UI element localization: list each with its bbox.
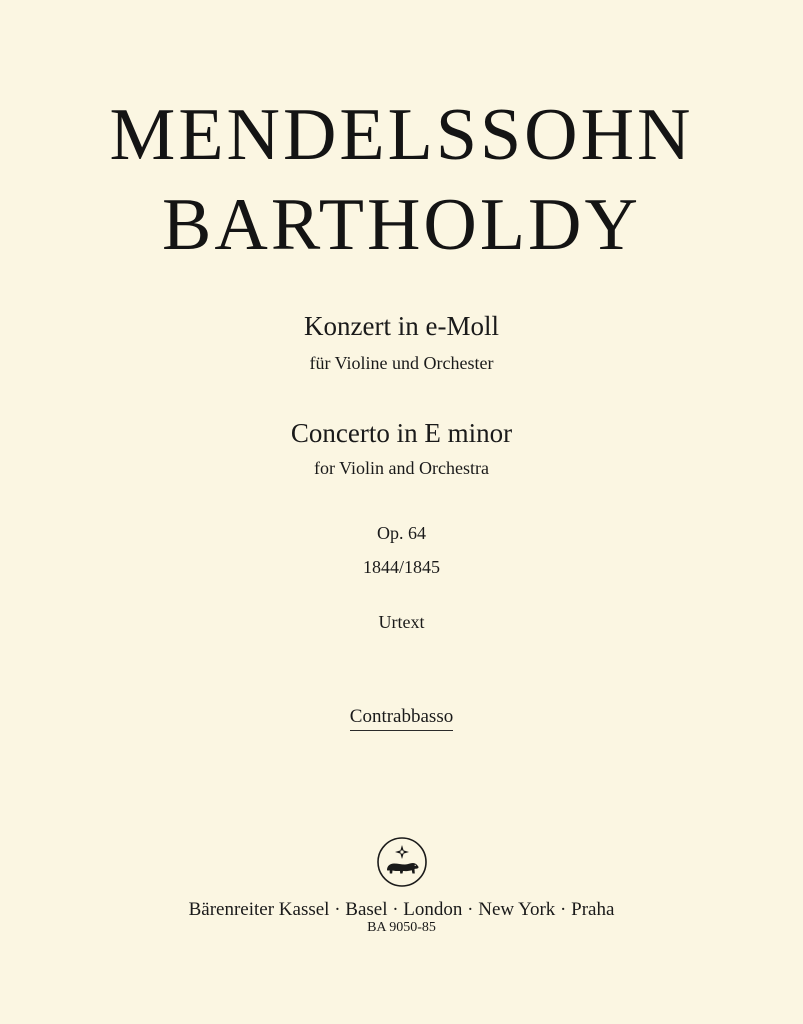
publisher-cities: Bärenreiter Kassel · Basel · London · New York · Praha bbox=[188, 899, 615, 920]
part-label-wrapper bbox=[0, 707, 803, 731]
work-subtitle-german: für Violine und Orchester bbox=[309, 353, 494, 373]
work-title-english: Concerto in E minor bbox=[290, 418, 513, 448]
part-name: Contrabbasso bbox=[350, 707, 453, 731]
work-title-german: Konzert in e-Moll bbox=[304, 311, 499, 341]
catalog-number: BA 9050-85 bbox=[367, 920, 436, 935]
work-subtitle-english: for Violin and Orchestra bbox=[313, 458, 490, 478]
opus-number: Op. 64 bbox=[377, 523, 426, 543]
edition-label: Urtext bbox=[378, 612, 425, 632]
composer-name-line-2: BARTHOLDY bbox=[162, 184, 641, 266]
composition-years: 1844/1845 bbox=[362, 557, 440, 577]
barenreiter-bear-star-logo-icon bbox=[376, 836, 428, 888]
composer-name-line-1: MENDELSSOHN bbox=[109, 94, 694, 176]
